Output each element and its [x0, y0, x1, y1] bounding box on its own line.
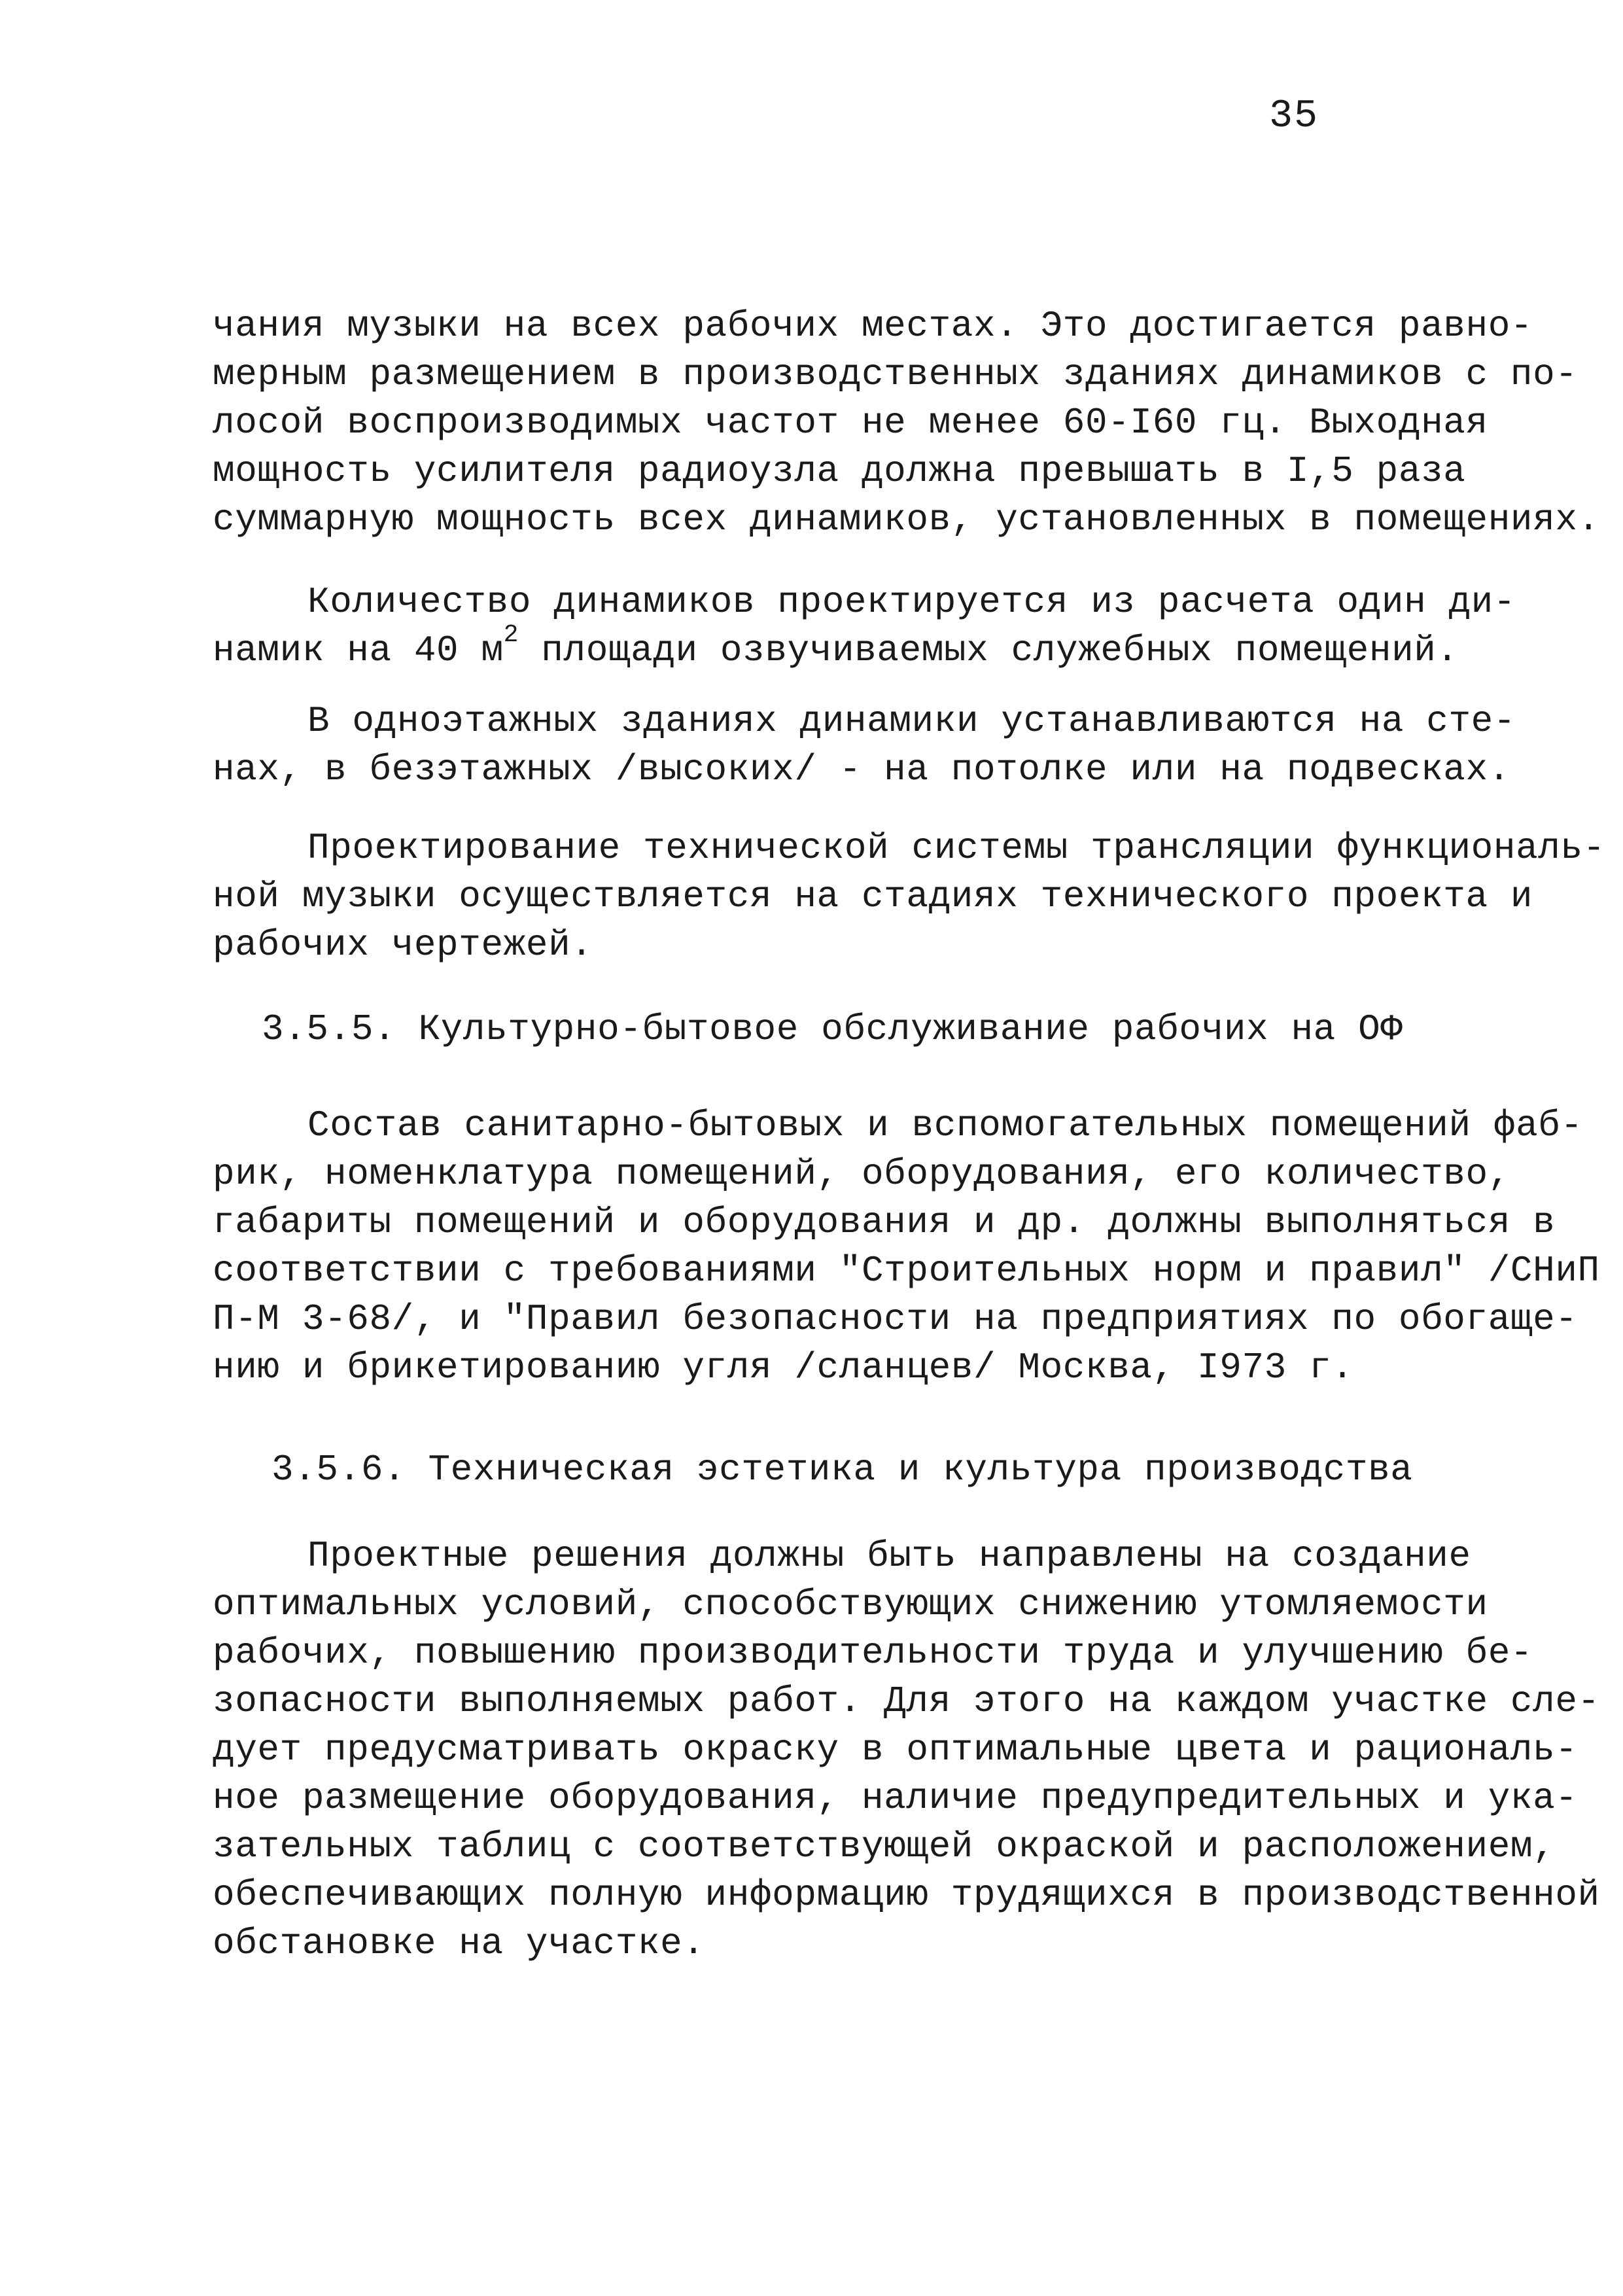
text-line-with-superscript [213, 621, 1459, 671]
text-line: суммарную мощность всех динамиков, установленных в помещениях. [213, 499, 1600, 540]
text-span: намик на 40 м [213, 629, 504, 671]
text-line: ной музыки осуществляется на стадиях технического проекта и [213, 875, 1533, 917]
text-line: обстановке на участке. [213, 1922, 705, 1964]
text-line: Проектные решения должны быть направлены на создание [307, 1535, 1471, 1577]
text-line: дует предусматривать окраску в оптимальные цвета и рациональ- [213, 1729, 1578, 1771]
text-line: мощность усилителя радиоузла должна превышать в I,5 раза [213, 450, 1466, 492]
text-line: обеспечивающих полную информацию трудящихся в производственной [213, 1874, 1600, 1916]
text-line: Состав санитарно-бытовых и вспомогательных помещений фаб- [307, 1104, 1583, 1146]
text-line: рабочих чертежей. [213, 924, 593, 966]
text-line: лосой воспроизводимых частот не менее 60-I60 гц. Выходная [213, 402, 1488, 444]
superscript: 2 [503, 621, 519, 649]
text-line: П-М 3-68/, и "Правил безопасности на предприятиях по обогаще- [213, 1298, 1578, 1340]
section-heading: 3.5.6. Техническая эстетика и культура производства [271, 1449, 1413, 1491]
text-line: зопасности выполняемых работ. Для этого на каждом участке сле- [213, 1680, 1600, 1722]
text-line: нию и брикетированию угля /сланцев/ Москва, I973 г. [213, 1347, 1354, 1388]
text-line: В одноэтажных зданиях динамики устанавливаются на сте- [307, 700, 1516, 742]
text-line: нах, в безэтажных /высоких/ - на потолке или на подвесках. [213, 749, 1510, 790]
text-span: площади озвучиваемых служебных помещений. [519, 629, 1459, 671]
text-line: чания музыки на всех рабочих местах. Это достигается равно- [213, 305, 1533, 347]
text-line: ное размещение оборудования, наличие предупредительных и ука- [213, 1777, 1578, 1819]
text-line: рабочих, повышению производительности труда и улучшению бе- [213, 1632, 1533, 1674]
text-line: рик, номенклатура помещений, оборудования, его количество, [213, 1153, 1510, 1195]
text-line: Количество динамиков проектируется из расчета один ди- [307, 581, 1516, 623]
page-number: 35 [1269, 94, 1319, 139]
text-line: габариты помещений и оборудования и др. должны выполняться в [213, 1201, 1556, 1243]
text-line: оптимальных условий, способствующих снижению утомляемости [213, 1583, 1488, 1625]
text-line: мерным размещением в производственных зданиях динамиков с по- [213, 353, 1578, 395]
section-heading: 3.5.5. Культурно-бытовое обслуживание рабочих на ОФ [262, 1008, 1403, 1050]
text-line: Проектирование технической системы трансляции функциональ- [307, 827, 1605, 869]
text-line: зательных таблиц с соответствующей окраской и расположением, [213, 1826, 1556, 1867]
text-line: соответствии с требованиями "Строительных норм и правил" /СНиП [213, 1250, 1600, 1292]
